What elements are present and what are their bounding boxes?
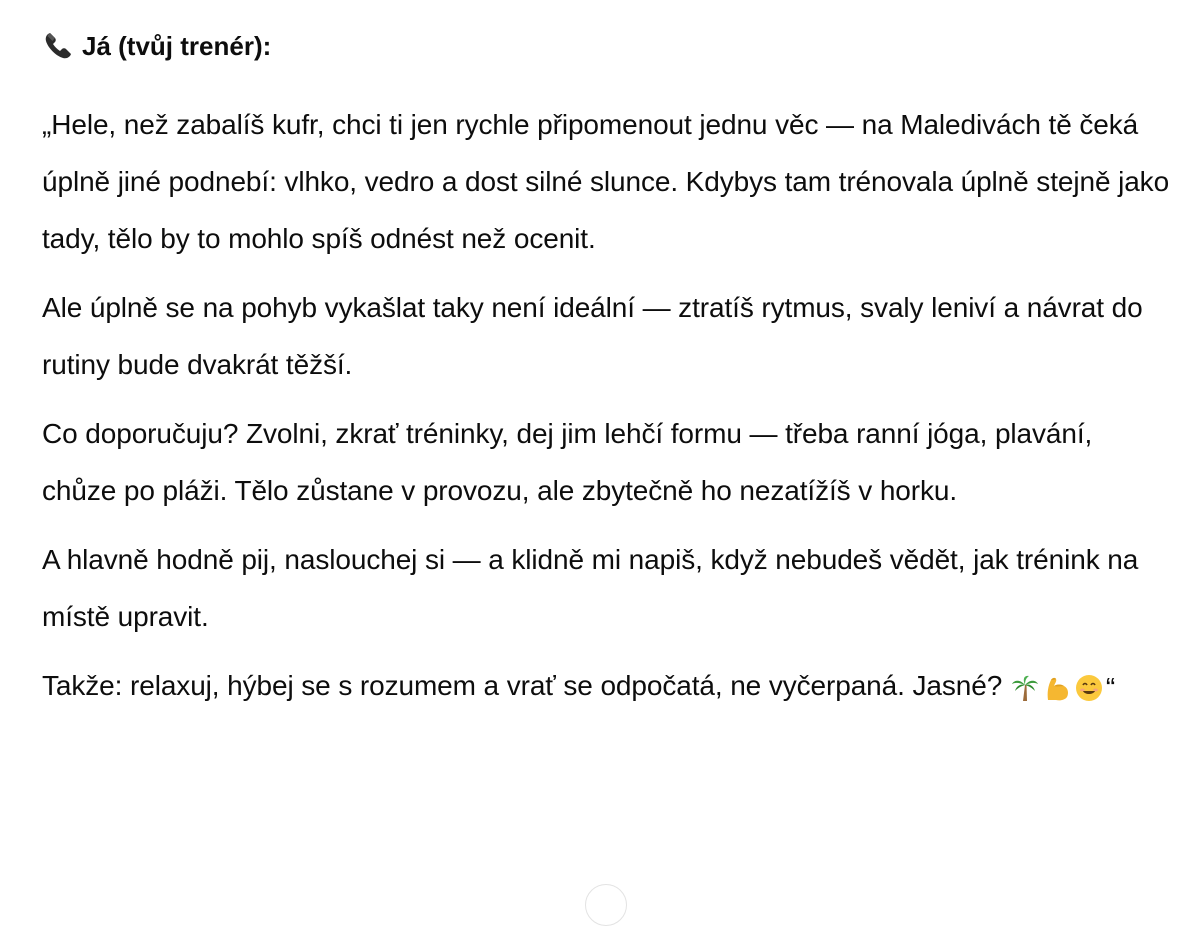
smiling-face-icon	[1074, 673, 1104, 703]
scroll-to-bottom-button[interactable]	[585, 884, 627, 926]
closing-text: Takže: relaxuj, hýbej se s rozumem a vrať se odpočatá, ne vyčerpaná. Jasné?	[42, 670, 1003, 701]
message-paragraph: Co doporučuju? Zvolni, zkrať tréninky, dej jim lehčí formu — třeba ranní jóga, plavání, chůze po pláži. Tělo zůstane v provozu, ale zbytečně ho nezatížíš v horku.	[42, 418, 1093, 506]
flexed-biceps-icon	[1042, 673, 1072, 703]
telephone-receiver-icon	[42, 30, 74, 62]
palm-tree-icon	[1010, 673, 1040, 703]
message-paragraph: „Hele, než zabalíš kufr, chci ti jen rychle připomenout jednu věc — na Maledivách tě čeká úplně jiné podnebí: vlhko, vedro a dost silné slunce. Kdybys tam trénovala úplně stejně jako tady, tělo by to mohlo spíš odnést než ocenit.	[42, 109, 1170, 254]
message-paragraph: A hlavně hodně pij, naslouchej si — a klidně mi napiš, když nebudeš vědět, jak trénink na místě upravit.	[42, 544, 1139, 632]
speaker-heading	[42, 26, 1172, 66]
closing-emojis	[1010, 659, 1115, 716]
closing-quote: “	[1105, 672, 1116, 704]
message-paragraph: Ale úplně se na pohyb vykašlat taky není ideální — ztratíš rytmus, svaly leniví a návrat do rutiny bude dvakrát těžší.	[42, 292, 1143, 380]
assistant-message	[42, 26, 1172, 728]
speaker-label: Já (tvůj trenér):	[82, 31, 272, 61]
message-paragraph-closing	[42, 657, 1172, 716]
